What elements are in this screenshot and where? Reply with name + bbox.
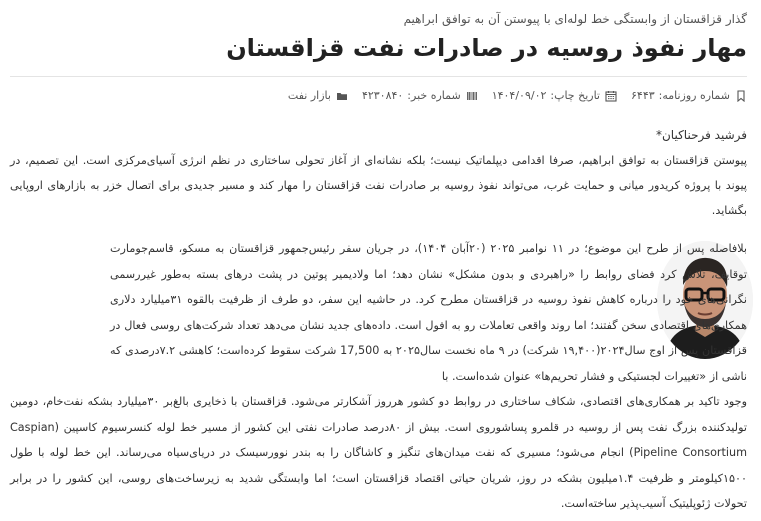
article-kicker: گذار قزاقستان از وابستگی خط لوله‌ای با پیوستن آن به توافق ابراهیم — [403, 12, 747, 26]
author-name: فرشید فرحناکیان* — [655, 128, 747, 142]
title-divider — [10, 76, 747, 77]
article-lead: پیوستن قزاقستان به توافق ابراهیم، صرفا اقدامی دیپلماتیک نیست؛ بلکه نشانه‌ای از آغاز تحولی ساختاری در نظم انرژی آسیای‌مرکزی است. این تصمیم، در پیوند با پروژه کریدور میانی و حمایت غرب، می‌تواند نفوذ روسیه بر صادرات نفت قزاقستان را مهار کند و مسیر جدیدی برای اتصال خزر به بازارهای اروپایی بگشاید. — [10, 154, 747, 217]
print-date — [492, 89, 617, 102]
section-label[interactable]: بازار نفت — [287, 89, 331, 102]
bookmark-icon — [735, 90, 747, 102]
folder-icon — [336, 90, 348, 102]
article-body — [10, 236, 747, 517]
issue-value: ۶۴۴۳ — [631, 89, 655, 102]
news-number — [362, 89, 478, 102]
body-paragraph-1: بلافاصله پس از طرح این موضوع؛ در ۱۱ نوامبر ۲۰۲۵ (۲۰آبان ۱۴۰۴)، در جریان سفر رئیس‌جمهور قزاقستان به مسکو، قاسم‌جومارت توقایف، تلاش کرد فضای روابط را «راهبردی و بدون مشکل» نشان دهد؛ اما ولادیمیر پوتین در پشت درهای بسته به‌طور غیررسمی نگرانی‌های خود را درباره کاهش نفوذ روسیه در قزاقستان مطرح کرد. در حاشیه این سفر، دو طرف از ظرفیت بالقوه ۳۱میلیارد دلاری همکاری‌های اقتصادی سخن گفتند؛ اما روند واقعی تعاملات رو به افول است. داده‌های جدید نشان می‌دهد تعداد شرکت‌های روسی فعال در قزاقستان پس از اوج سال۲۰۲۴(۱۹,۴۰۰ شرکت) در ۹ ماه نخست سال۲۰۲۵ به 17,500 شرکت سقوط کرده‌است؛ کاهشی ۷.۲درصدی که ناشی از «تغییرات لجستیکی و فشار تحریم‌ها» عنوان شده‌است. با — [110, 242, 748, 383]
date-label: تاریخ چاپ: — [550, 89, 600, 102]
issue-number — [631, 89, 747, 102]
date-value: ۱۴۰۴/۰۹/۰۲ — [491, 89, 547, 102]
calendar-icon — [605, 90, 617, 102]
issue-label: شماره روزنامه: — [658, 89, 730, 102]
barcode-icon — [466, 90, 478, 102]
news-label: شماره خبر: — [407, 89, 461, 102]
body-paragraph-2: وجود تاکید بر همکاری‌های اقتصادی، شکاف ساختاری در روابط دو کشور هرروز آشکارتر می‌شود. قزاقستان با ذخایری بالغ‌بر ۳۰میلیارد بشکه نفت‌خام، دومین تولیدکننده بزرگ نفت پس از روسیه در قلمرو پساشوروی است. بیش از ۸۰درصد صادرات نفتی این کشور از مسیر خط لوله کنسرسیوم کاسپین (Caspian Pipeline Consortium) انجام می‌شود؛ مسیری که نفت میدان‌های تنگیز و کاشاگان را به بندر نوورسیسک در دریای‌سیاه می‌رساند. این خط لوله با طول ۱۵۰۰کیلومتر و ظرفیت ۱.۴میلیون بشکه در روز، شریان حیاتی اقتصاد قزاقستان است؛ اما وابستگی شدید به زیرساخت‌های روسی، این کشور را در برابر تحولات ژئوپلیتیک آسیب‌پذیر ساخته‌است. — [10, 395, 747, 510]
news-value: ۴۲۳۰۸۴۰ — [361, 89, 404, 102]
article-meta — [288, 89, 747, 102]
section-link[interactable] — [288, 89, 348, 102]
article-title: مهار نفوذ روسیه در صادرات نفت قزاقستان — [226, 34, 747, 62]
